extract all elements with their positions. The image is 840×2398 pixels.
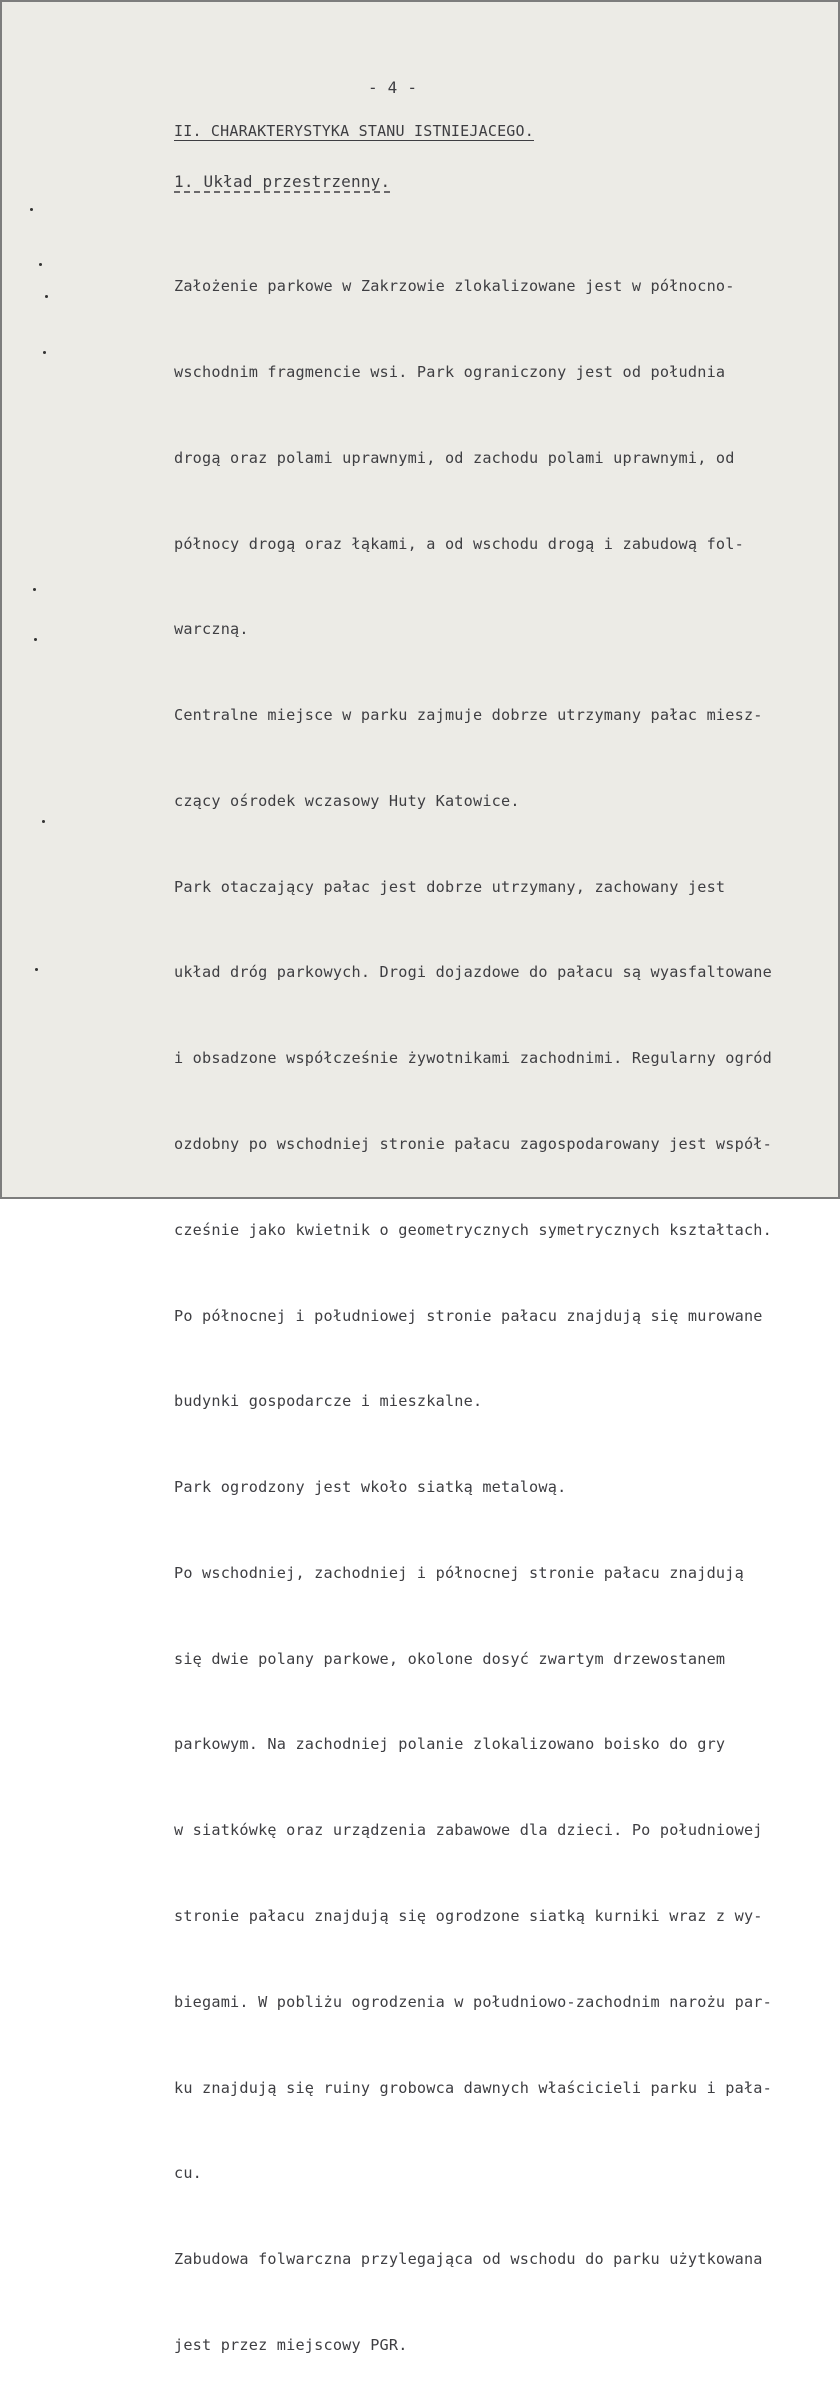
body-line: i obsadzone współcześnie żywotnikami zachodnimi. Regularny ogród (174, 1049, 772, 1068)
section-heading: II. CHARAKTERYSTYKA STANU ISTNIEJACEGO. (174, 122, 534, 140)
body-line: Po północnej i południowej stronie pałacu znajdują się murowane (174, 1306, 763, 1325)
body-line: cu. (174, 2164, 203, 2183)
body-line: układ dróg parkowych. Drogi dojazdowe do pałacu są wyasfaltowane (174, 963, 772, 982)
margin-speck (35, 968, 38, 971)
margin-speck (43, 351, 46, 354)
margin-speck (42, 820, 45, 823)
body-line: biegami. W pobliżu ogrodzenia w południowo-zachodnim narożu par- (174, 1992, 772, 2011)
body-line: Centralne miejsce w parku zajmuje dobrze utrzymany pałac miesz- (174, 706, 763, 725)
body-line: jest przez miejscowy PGR. (174, 2335, 408, 2354)
margin-speck (39, 263, 42, 266)
body-line: cześnie jako kwietnik o geometrycznych symetrycznych kształtach. (174, 1220, 772, 1239)
body-line: północy drogą oraz łąkami, a od wschodu drogą i zabudową fol- (174, 534, 744, 553)
body-line: Park ogrodzony jest wkoło siatką metalową. (174, 1478, 567, 1497)
margin-speck (33, 588, 36, 591)
body-line: Założenie parkowe w Zakrzowie zlokalizowane jest w północno- (174, 277, 735, 296)
margin-speck (45, 295, 48, 298)
body-line: budynki gospodarcze i mieszkalne. (174, 1392, 483, 1411)
body-line: ozdobny po wschodniej stronie pałacu zagospodarowany jest współ- (174, 1135, 772, 1153)
margin-speck (30, 208, 33, 211)
body-line: Po wschodniej, zachodniej i północnej stronie pałacu znajdują (174, 1563, 744, 1582)
body-text (174, 215, 772, 2398)
margin-speck (34, 638, 37, 641)
body-line: stronie pałacu znajdują się ogrodzone siatką kurniki wraz z wy- (174, 1907, 763, 1926)
body-line: wschodnim fragmencie wsi. Park ograniczony jest od południa (174, 362, 726, 381)
body-line: się dwie polany parkowe, okolone dosyć zwartym drzewostanem (174, 1649, 726, 1668)
body-line: drogą oraz polami uprawnymi, od zachodu polami uprawnymi, od (174, 448, 735, 467)
body-line: parkowym. Na zachodniej polanie zlokalizowano boisko do gry (174, 1735, 726, 1754)
body-line: czący ośrodek wczasowy Huty Katowice. (174, 791, 520, 810)
body-line: warczną. (174, 620, 249, 639)
body-line: ku znajdują się ruiny grobowca dawnych właścicieli parku i pała- (174, 2078, 772, 2097)
subsection-heading: 1. Układ przestrzenny. (174, 172, 391, 191)
body-line: Zabudowa folwarczna przylegająca od wschodu do parku użytkowana (174, 2250, 763, 2269)
page-number: - 4 - (368, 78, 418, 97)
body-line: w siatkówkę oraz urządzenia zabawowe dla dzieci. Po południowej (174, 1821, 763, 1840)
body-line: Park otaczający pałac jest dobrze utrzymany, zachowany jest (174, 877, 726, 896)
